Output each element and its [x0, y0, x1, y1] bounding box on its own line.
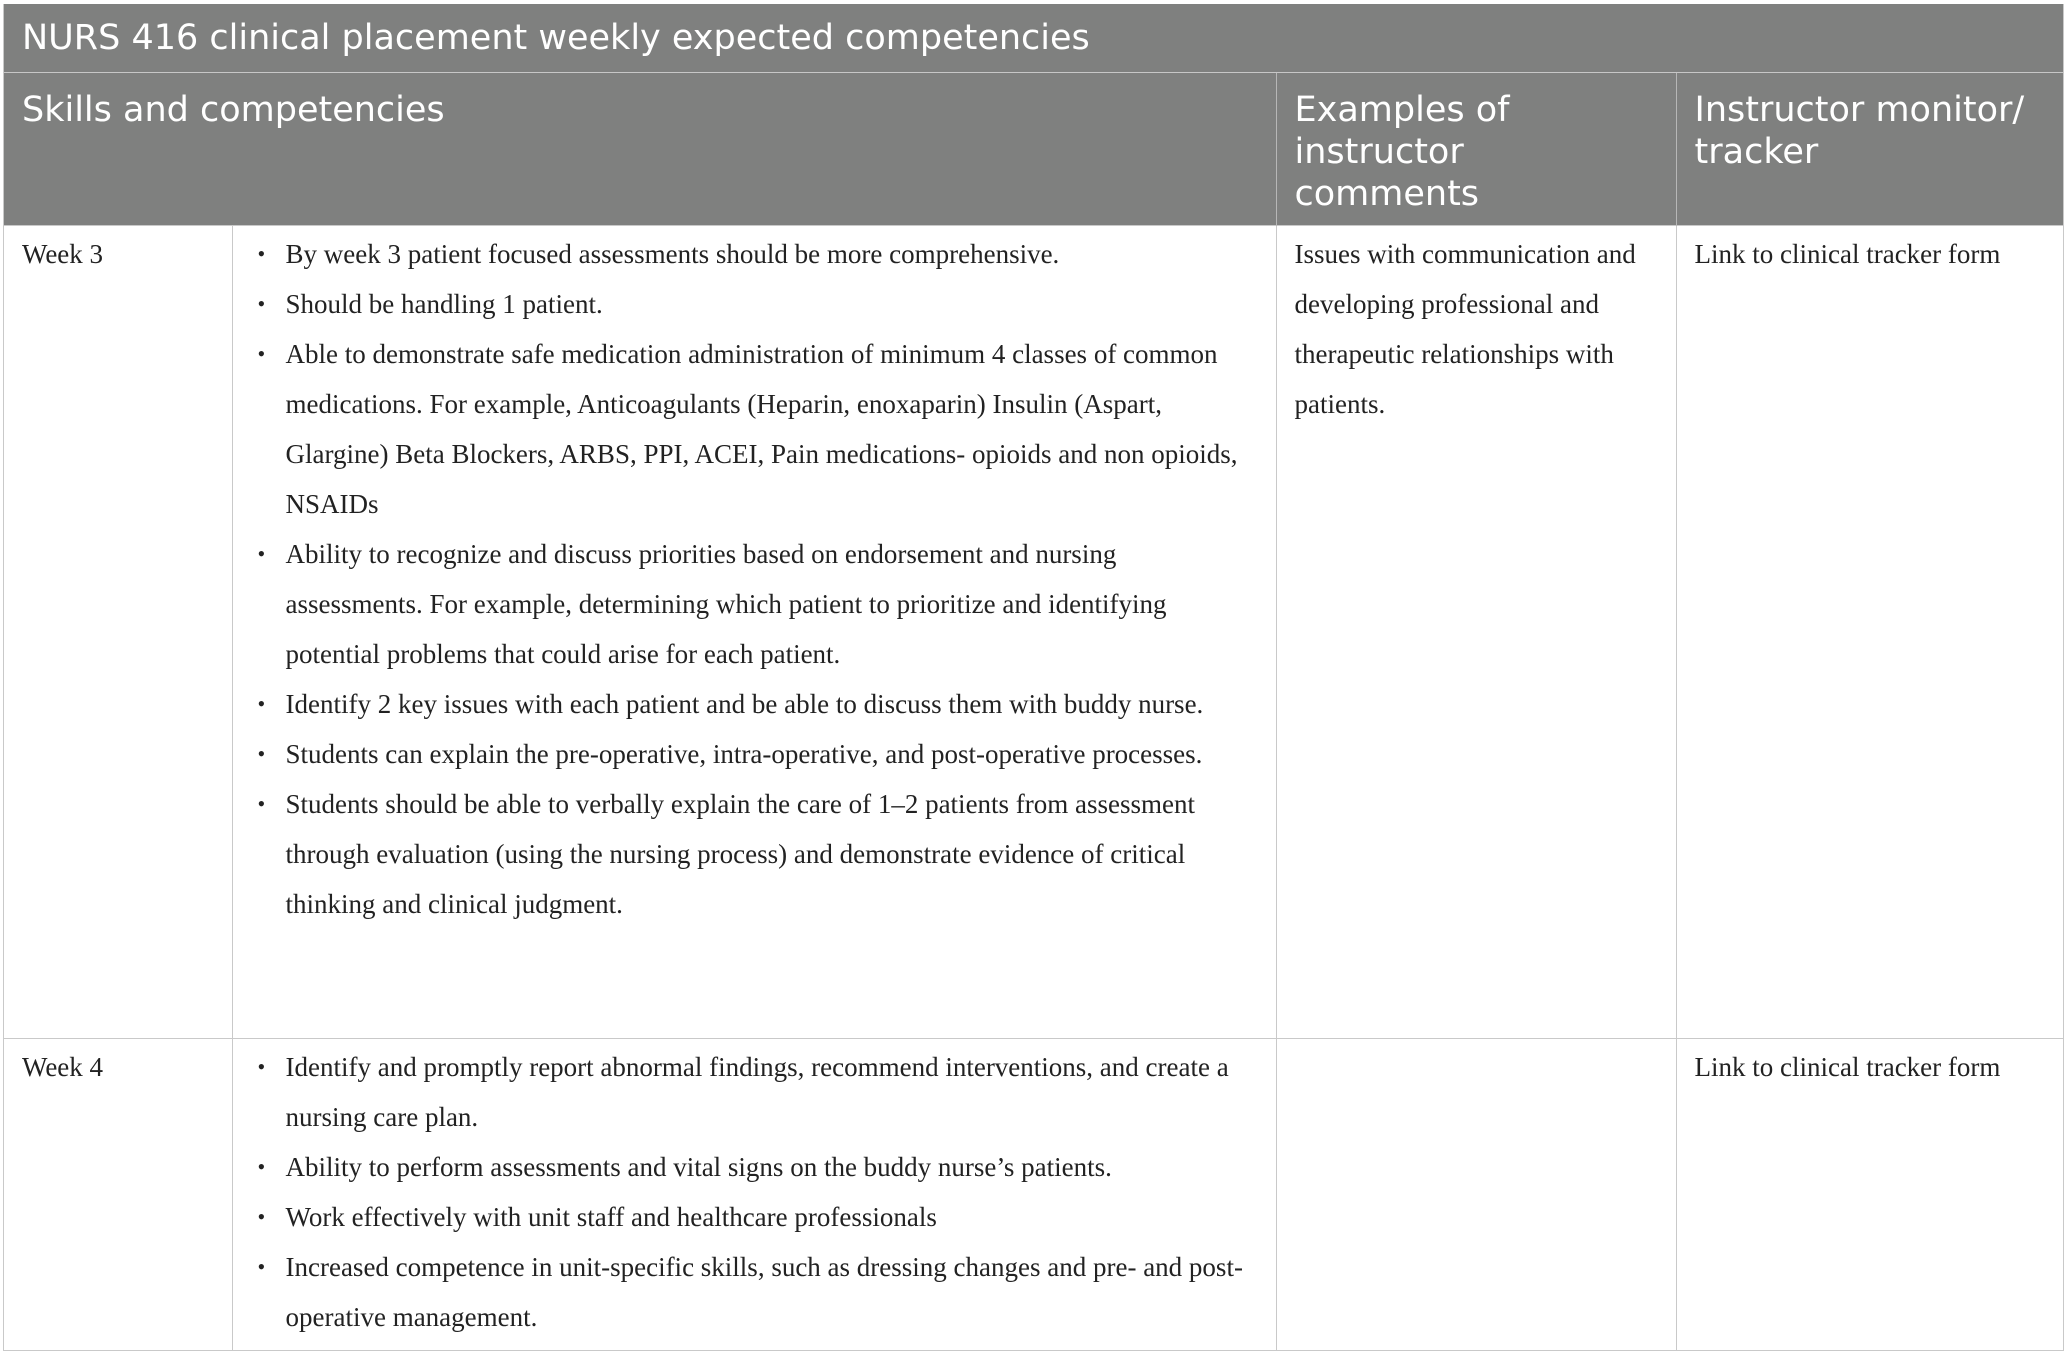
header-row — [4, 73, 2063, 226]
week-label: Week 3 — [4, 226, 232, 1039]
list-item-text: Identify 2 key issues with each patient and be able to discuss them with buddy nurse. — [285, 689, 1204, 719]
bullet-icon: • — [257, 541, 266, 566]
list-item-text: Increased competence in unit-specific skills, such as dressing changes and pre- and post-operative management. — [285, 1252, 1243, 1332]
table-row — [4, 226, 2063, 1039]
competencies-table — [3, 4, 2064, 1351]
list-item — [251, 279, 1258, 329]
header-examples: Examples of instructor comments — [1276, 73, 1676, 226]
table-row — [4, 1039, 2063, 1351]
competency-list-cell — [232, 1039, 1276, 1351]
list-item-text: Able to demonstrate safe medication administration of minimum 4 classes of common medications. For example, Anticoagulants (Heparin, enoxaparin) Insulin (Aspart, Glargine) Beta Blockers, ARBS, PPI, ACEI, Pain medications- opioids and non opioids, NSAIDs — [285, 339, 1238, 519]
header-skills: Skills and competencies — [4, 73, 1276, 226]
bullet-icon: • — [257, 691, 266, 716]
list-item — [251, 1242, 1258, 1342]
bullet-icon: • — [257, 341, 266, 366]
list-item-text: Should be handling 1 patient. — [285, 289, 603, 319]
bullet-icon: • — [257, 1054, 266, 1079]
header-tracker: Instructor monitor/ tracker — [1676, 73, 2063, 226]
week-label: Week 4 — [4, 1039, 232, 1351]
list-item-text: Ability to perform assessments and vital signs on the buddy nurse’s patients. — [285, 1152, 1112, 1182]
bullet-icon: • — [257, 791, 266, 816]
list-item-text: Students can explain the pre-operative, intra-operative, and post-operative processes. — [285, 739, 1203, 769]
list-item-text: Ability to recognize and discuss priorities based on endorsement and nursing assessments. For example, determining which patient to prioritize and identifying potential problems that could arise for each patient. — [285, 539, 1167, 669]
list-item — [251, 229, 1258, 279]
list-item — [251, 1142, 1258, 1192]
competency-list-cell — [232, 226, 1276, 1039]
list-item-text: Students should be able to verbally explain the care of 1–2 patients from assessment through evaluation (using the nursing process) and demonstrate evidence of critical thinking and clinical judgment. — [285, 789, 1196, 919]
bullet-icon: • — [257, 1154, 266, 1179]
list-item — [251, 1192, 1258, 1242]
bullet-icon: • — [257, 1204, 266, 1229]
list-item — [251, 729, 1258, 779]
bullet-icon: • — [257, 291, 266, 316]
list-item — [251, 1042, 1258, 1142]
list-item — [251, 679, 1258, 729]
instructor-comment: Issues with communication and developing professional and therapeutic relationships with patients. — [1276, 226, 1676, 1039]
list-item-text: By week 3 patient focused assessments should be more comprehensive. — [285, 239, 1060, 269]
list-item-text: Identify and promptly report abnormal findings, recommend interventions, and create a nursing care plan. — [285, 1052, 1229, 1132]
list-item — [251, 779, 1258, 929]
list-item — [251, 329, 1258, 529]
table-title: NURS 416 clinical placement weekly expected competencies — [4, 4, 2063, 73]
competencies-grid — [4, 73, 2063, 1350]
competency-list — [251, 1042, 1258, 1342]
list-item — [251, 529, 1258, 679]
competency-list — [251, 229, 1258, 929]
bullet-icon: • — [257, 1254, 266, 1279]
list-item-text: Work effectively with unit staff and healthcare professionals — [285, 1202, 937, 1232]
bullet-icon: • — [257, 241, 266, 266]
instructor-comment — [1276, 1039, 1676, 1351]
bullet-icon: • — [257, 741, 266, 766]
tracker-link[interactable]: Link to clinical tracker form — [1676, 1039, 2063, 1351]
tracker-link[interactable]: Link to clinical tracker form — [1676, 226, 2063, 1039]
